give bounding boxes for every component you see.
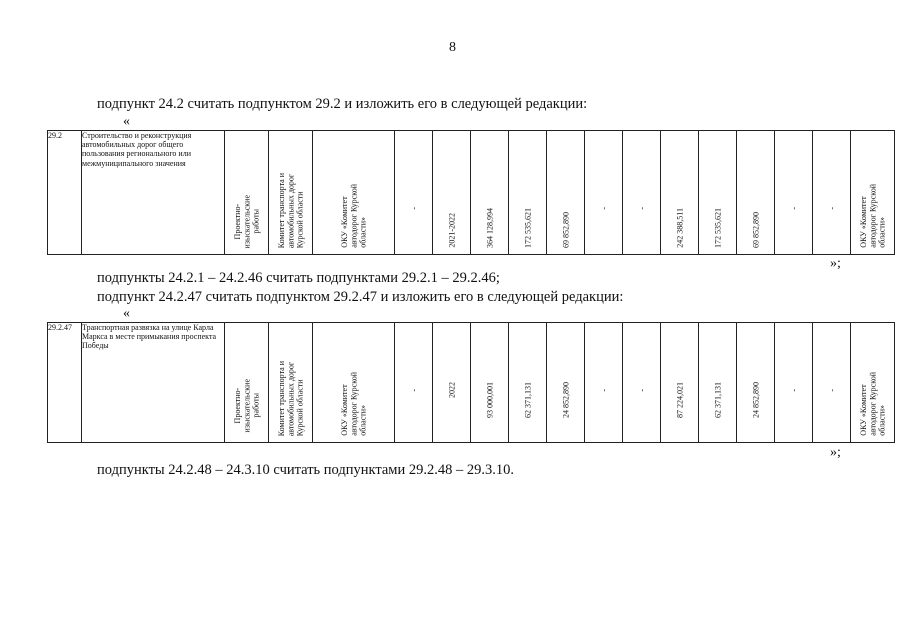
- recipient-cell: ОКУ «Комитет автодорог Курской области»: [851, 323, 895, 443]
- value-cell: 242 388,511: [661, 131, 699, 255]
- row-number: 29.2.47: [48, 323, 82, 443]
- customer-cell: Комитет транспорта и автомобильных дорог Курской области: [269, 131, 313, 255]
- intro-paragraph-1: подпункт 24.2 считать подпунктом 29.2 и изложить его в следующей редакции:: [97, 96, 588, 112]
- value-cell: -: [813, 131, 851, 255]
- close-quote-1: »;: [830, 256, 841, 271]
- value-cell: -: [395, 131, 433, 255]
- outro-paragraph: подпункты 24.2.48 – 24.3.10 считать подпунктами 29.2.48 – 29.3.10.: [97, 462, 514, 478]
- open-quote-1: «: [123, 114, 130, 129]
- mid-paragraph-2: подпункт 24.2.47 считать подпунктом 29.2.47 и изложить его в следующей редакции:: [97, 289, 624, 305]
- value-cell: 172 535,621: [509, 131, 547, 255]
- value-cell: -: [395, 323, 433, 443]
- value-cell: 172 535,621: [699, 131, 737, 255]
- value-cell: 62 371,131: [509, 323, 547, 443]
- table-row: [48, 323, 895, 443]
- total-cell: 93 000,001: [471, 323, 509, 443]
- value-cell: 69 852,890: [547, 131, 585, 255]
- value-cell: 69 852,890: [737, 131, 775, 255]
- value-cell: -: [623, 131, 661, 255]
- value-cell: -: [775, 323, 813, 443]
- value-cell: 62 371,131: [699, 323, 737, 443]
- works-cell: Проектно- изыскательские работы: [225, 323, 269, 443]
- object-name: Строительство и реконструкция автомобильных дорог общего пользования регионального или межмуниципального значения: [82, 131, 225, 255]
- value-cell: 24 852,890: [737, 323, 775, 443]
- customer-cell: Комитет транспорта и автомобильных дорог Курской области: [269, 323, 313, 443]
- data-table-1: [47, 130, 895, 255]
- executor-cell: ОКУ «Комитет автодорог Курской области»: [313, 323, 395, 443]
- mid-paragraph-1: подпункты 24.2.1 – 24.2.46 считать подпунктами 29.2.1 – 29.2.46;: [97, 270, 500, 286]
- close-quote-2: »;: [830, 445, 841, 460]
- value-cell: -: [623, 323, 661, 443]
- row-number: 29.2: [48, 131, 82, 255]
- executor-cell: ОКУ «Комитет автодорог Курской области»: [313, 131, 395, 255]
- value-cell: 24 852,890: [547, 323, 585, 443]
- data-table-2: [47, 322, 895, 443]
- object-name: Транспортная развязка на улице Карла Маркса в месте примыкания проспекта Победы: [82, 323, 225, 443]
- period-cell: 2022: [433, 323, 471, 443]
- period-cell: 2021-2022: [433, 131, 471, 255]
- value-cell: -: [585, 323, 623, 443]
- page-number: 8: [449, 40, 456, 55]
- table-row: [48, 131, 895, 255]
- works-cell: Проектно- изыскательские работы: [225, 131, 269, 255]
- value-cell: -: [775, 131, 813, 255]
- value-cell: -: [585, 131, 623, 255]
- recipient-cell: ОКУ «Комитет автодорог Курской области»: [851, 131, 895, 255]
- value-cell: 87 224,021: [661, 323, 699, 443]
- total-cell: 364 128,994: [471, 131, 509, 255]
- value-cell: -: [813, 323, 851, 443]
- open-quote-2: «: [123, 306, 130, 321]
